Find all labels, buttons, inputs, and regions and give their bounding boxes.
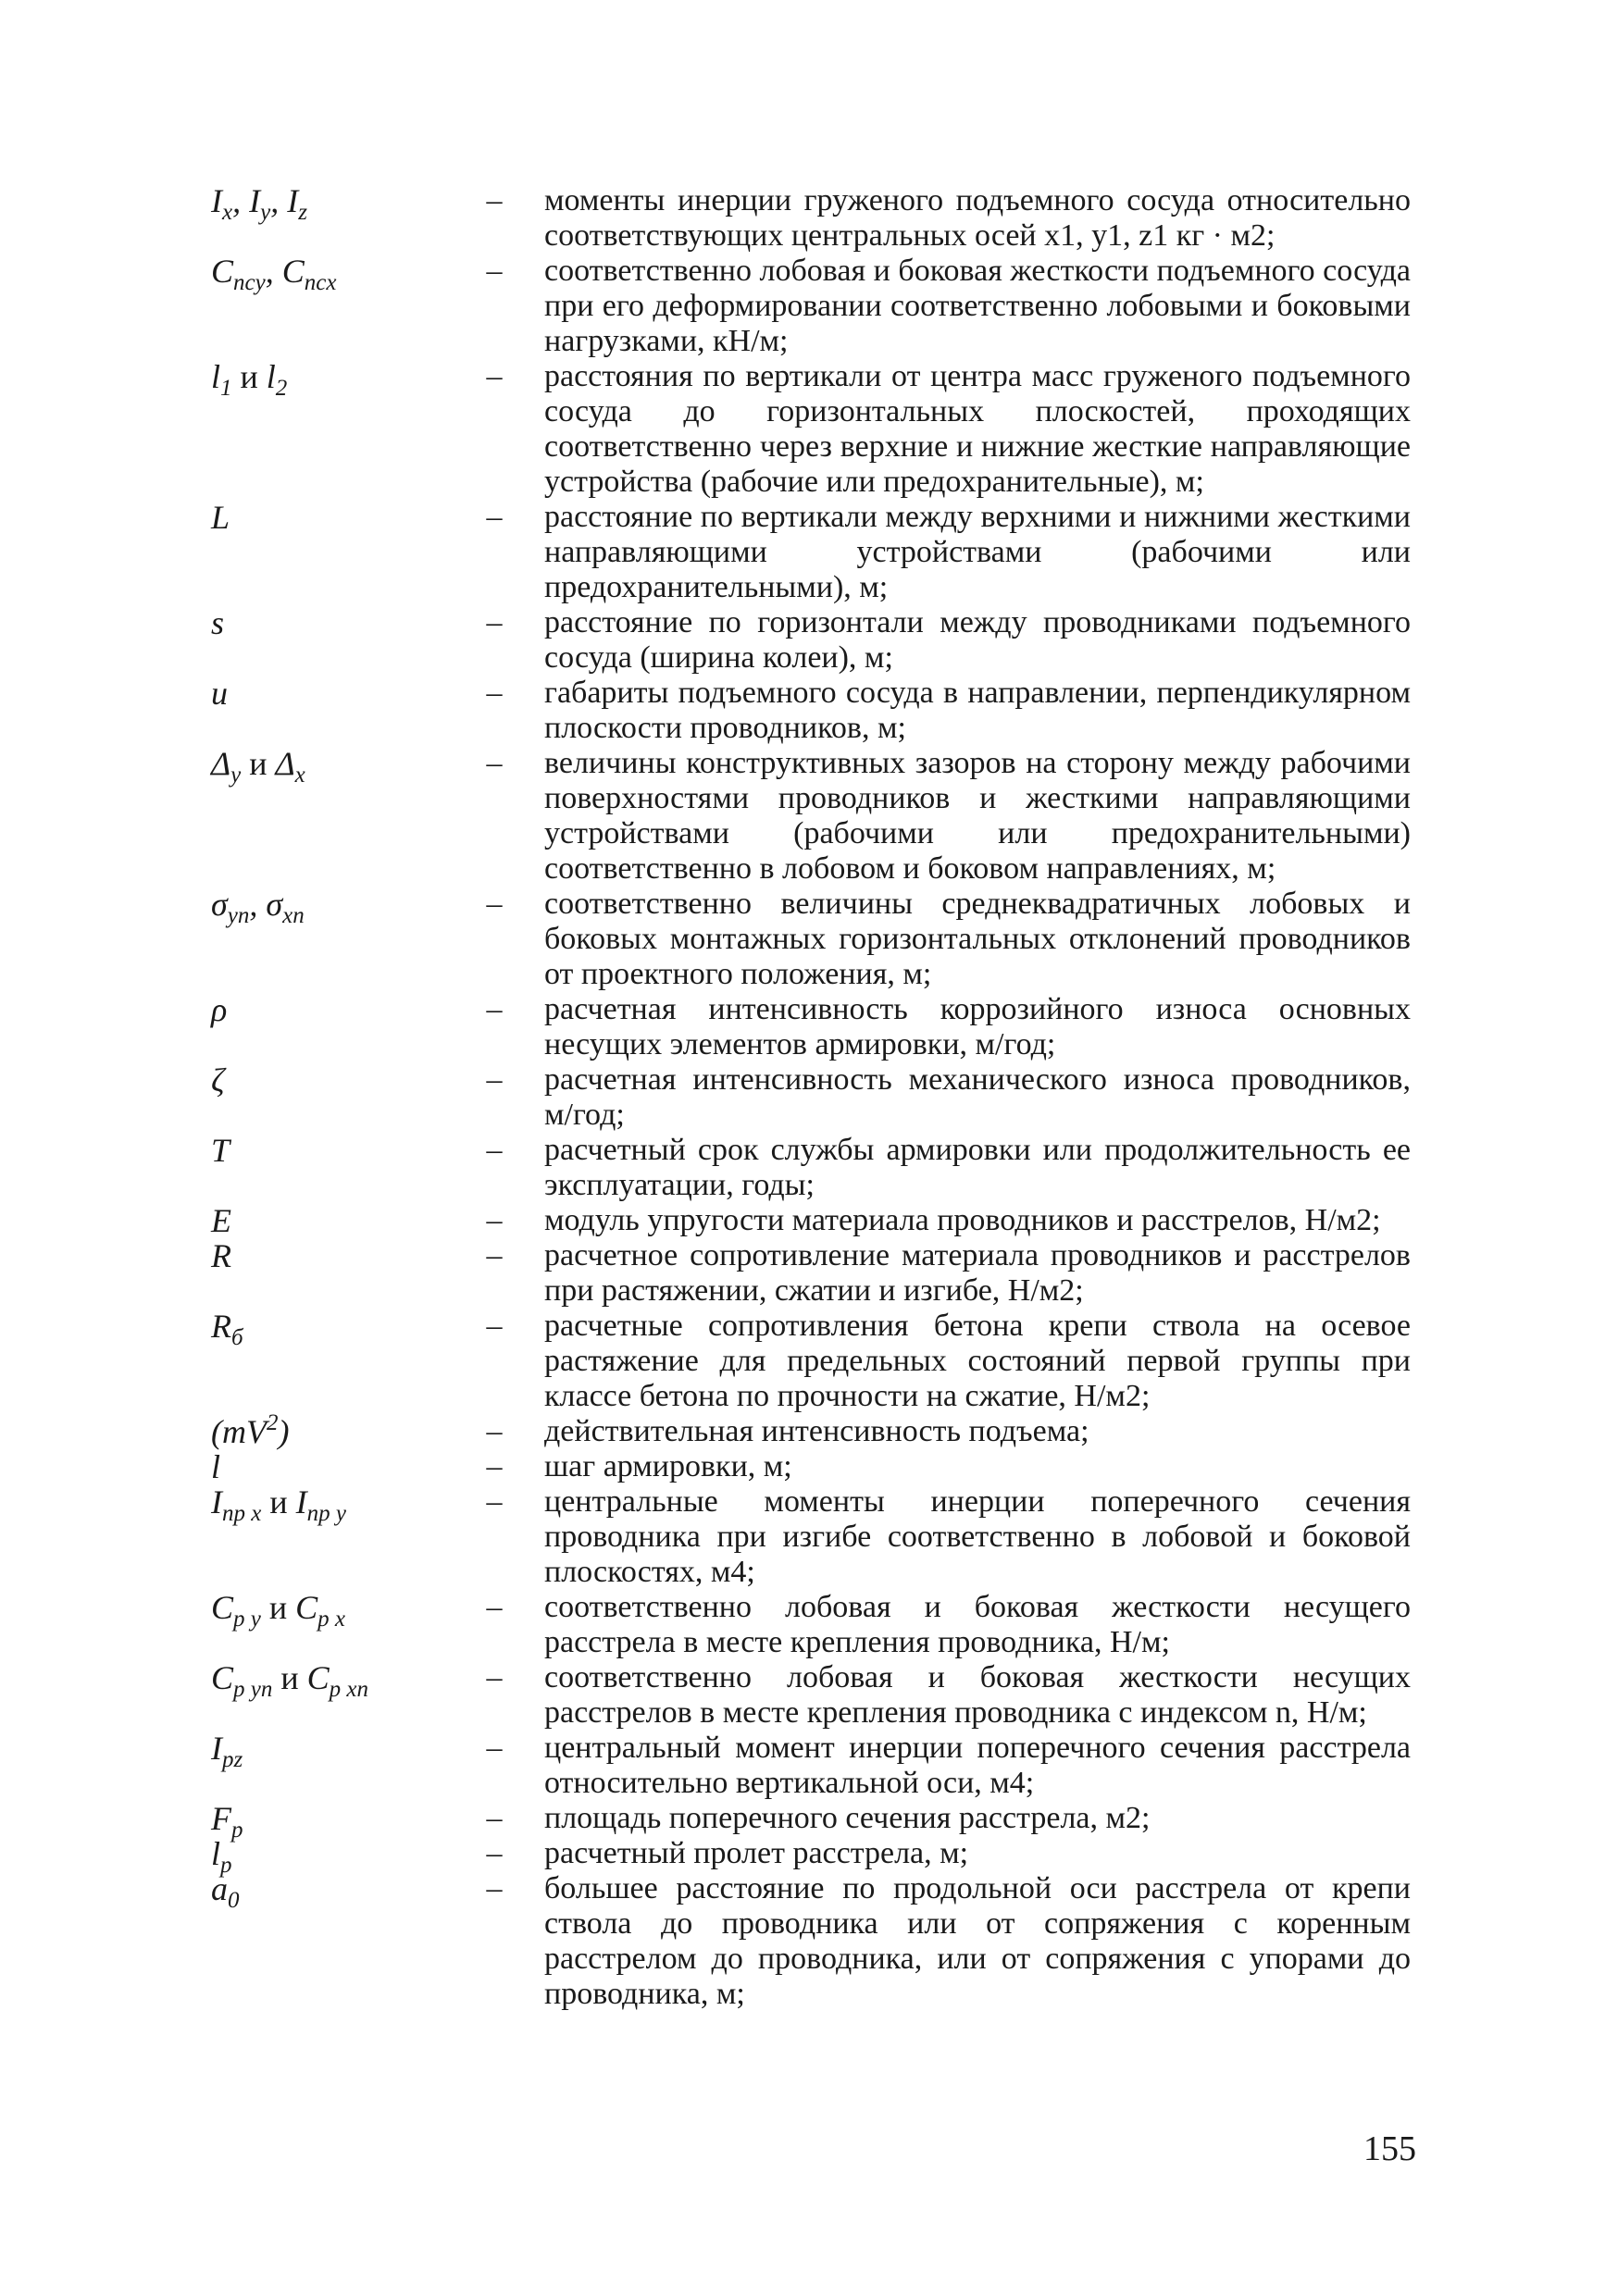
symbol: T — [211, 1132, 230, 1169]
dash-separator: – — [486, 887, 503, 921]
dash-separator: – — [486, 1871, 503, 1905]
symbol: s — [211, 604, 225, 641]
dash-separator: – — [486, 359, 503, 393]
symbol: $C_{p yn}$ и $C_{p xn}$ — [211, 1659, 369, 1702]
definition-text: соответственно величины среднеквадратичных лобовых и боковых монтажных горизонтальных отклонений проводников от проектного положения, м; — [544, 887, 1411, 991]
definition-text: габариты подъемного сосуда в направлении, перпендикулярном плоскости проводников, м; — [544, 676, 1411, 745]
definition-row — [0, 1835, 1618, 1878]
symbol: $I_{пр x}$ и $I_{пр y}$ — [211, 1483, 346, 1526]
definition-row — [0, 359, 1618, 500]
definition-row — [0, 746, 1618, 887]
definition-row — [0, 1484, 1618, 1590]
definition-row — [0, 1309, 1618, 1414]
definition-text: соответственно лобовая и боковая жесткости несущего расстрела в месте крепления проводника, Н/м; — [544, 1590, 1411, 1659]
definition-row — [0, 1133, 1618, 1203]
symbol: $l_1$ и $l_2$ — [211, 358, 288, 401]
definition-text: расчетная интенсивность коррозийного износа основных несущих элементов армировки, м/год; — [544, 992, 1411, 1061]
definition-text: площадь поперечного сечения расстрела, м2; — [544, 1801, 1151, 1835]
definition-row — [0, 676, 1618, 746]
definition-text: расчетный пролет расстрела, м; — [544, 1836, 969, 1870]
dash-separator: – — [486, 500, 503, 534]
definition-text: расчетная интенсивность механического износа проводников, м/год; — [544, 1062, 1411, 1132]
definition-row — [0, 254, 1618, 359]
symbol: E — [211, 1202, 231, 1239]
symbol: $C_{p y}$ и $C_{p x}$ — [211, 1589, 346, 1632]
symbol: $(mV^2)$ — [211, 1410, 290, 1450]
symbol: R — [211, 1237, 231, 1274]
symbol: $a_0$ — [211, 1870, 240, 1913]
dash-separator: – — [486, 1660, 503, 1694]
definition-row — [0, 500, 1618, 605]
definition-row — [0, 183, 1618, 254]
dash-separator: – — [486, 1731, 503, 1765]
definition-text: соответственно лобовая и боковая жесткости несущих расстрелов в месте крепления проводника с индексом n, Н/м; — [544, 1660, 1411, 1730]
symbol: l — [211, 1448, 221, 1485]
dash-separator: – — [486, 1449, 503, 1483]
dash-separator: – — [486, 1203, 503, 1237]
dash-separator: – — [486, 605, 503, 639]
definition-text: шаг армировки, м; — [544, 1449, 792, 1483]
definition-text: расчетный срок службы армировки или продолжительность ее эксплуатации, годы; — [544, 1133, 1411, 1202]
dash-separator: – — [486, 1801, 503, 1835]
definition-text: центральные моменты инерции поперечного сечения проводника при изгибе соответственно в лобовой и боковой плоскостях, м4; — [544, 1484, 1411, 1589]
dash-separator: – — [486, 254, 503, 288]
definition-text: действительная интенсивность подъема; — [544, 1414, 1089, 1448]
definition-row — [0, 1410, 1618, 1450]
definition-row — [0, 992, 1618, 1062]
dash-separator: – — [486, 1133, 503, 1167]
definition-row — [0, 1800, 1618, 1843]
symbol: $\sigma_{yn}$, $\sigma_{xn}$ — [211, 886, 305, 928]
definition-text: расстояния по вертикали от центра масс груженого подъемного сосуда до горизонтальных плоскостей, проходящих соответственно через верхние и нижние жесткие направляющие устройства (рабочие или предохранительные), м; — [544, 359, 1411, 499]
dash-separator: – — [486, 1414, 503, 1448]
symbol: ζ — [211, 1061, 225, 1098]
dash-separator: – — [486, 1836, 503, 1870]
dash-separator: – — [486, 1484, 503, 1519]
definition-row — [0, 1731, 1618, 1801]
symbol: L — [211, 499, 230, 536]
symbol: ρ — [211, 991, 228, 1028]
dash-separator: – — [486, 1590, 503, 1624]
definition-text: расчетные сопротивления бетона крепи ствола на осевое растяжение для предельных состояний первой группы при классе бетона по прочности на сжатие, Н/м2; — [544, 1309, 1411, 1413]
definition-text: большее расстояние по продольной оси расстрела от крепи ствола до проводника или от сопряжения с коренным расстрелом до проводника, или от сопряжения с упорами до проводника, м; — [544, 1871, 1411, 2011]
definition-text: расстояние по горизонтали между проводниками подъемного сосуда (ширина колеи), м; — [544, 605, 1411, 675]
symbol: $R_б$ — [211, 1308, 243, 1350]
definitions-list — [0, 183, 1618, 2012]
definition-text: соответственно лобовая и боковая жесткости подъемного сосуда при его деформировании соответственно лобовыми и боковыми нагрузками, кН/м; — [544, 254, 1411, 358]
definition-row — [0, 1238, 1618, 1309]
definition-text: модуль упругости материала проводников и расстрелов, Н/м2; — [544, 1203, 1381, 1237]
dash-separator: – — [486, 992, 503, 1026]
definition-text: моменты инерции груженого подъемного сосуда относительно соответствующих центральных осей x1, y1, z1 кг · м2; — [544, 183, 1411, 253]
definition-row — [0, 1203, 1618, 1238]
definition-row — [0, 1062, 1618, 1133]
symbol: $F_p$ — [211, 1800, 243, 1843]
definition-text: величины конструктивных зазоров на сторону между рабочими поверхностями проводников и жесткими направляющими устройствами (рабочими или предохранительными) соответственно в лобовом и боковом направлениях, м; — [544, 746, 1411, 886]
symbol: $I_{pz}$ — [211, 1730, 243, 1772]
definition-text: расчетное сопротивление материала проводников и расстрелов при растяжении, сжатии и изгибе, Н/м2; — [544, 1238, 1411, 1308]
page-number: 155 — [1363, 2129, 1416, 2168]
dash-separator: – — [486, 676, 503, 710]
symbol: $C_{псy}$, $C_{псx}$ — [211, 253, 337, 295]
dash-separator: – — [486, 1062, 503, 1097]
dash-separator: – — [486, 1238, 503, 1272]
symbol: $I_x$, $I_y$, $I_z$ — [211, 182, 307, 225]
dash-separator: – — [486, 746, 503, 780]
definition-row — [0, 1590, 1618, 1660]
symbol: $l_p$ — [211, 1835, 232, 1878]
definition-text: расстояние по вертикали между верхними и нижними жесткими направляющими устройствами (рабочими или предохранительными), м; — [544, 500, 1411, 604]
definition-row — [0, 1660, 1618, 1731]
symbol: $\Delta_y$ и $\Delta_x$ — [211, 745, 305, 788]
symbol: u — [211, 675, 228, 712]
definition-row — [0, 887, 1618, 992]
dash-separator: – — [486, 183, 503, 217]
dash-separator: – — [486, 1309, 503, 1343]
definition-row — [0, 605, 1618, 676]
definition-row — [0, 1449, 1618, 1484]
definition-text: центральный момент инерции поперечного сечения расстрела относительно вертикальной оси, м4; — [544, 1731, 1411, 1800]
definition-row — [0, 1871, 1618, 2012]
